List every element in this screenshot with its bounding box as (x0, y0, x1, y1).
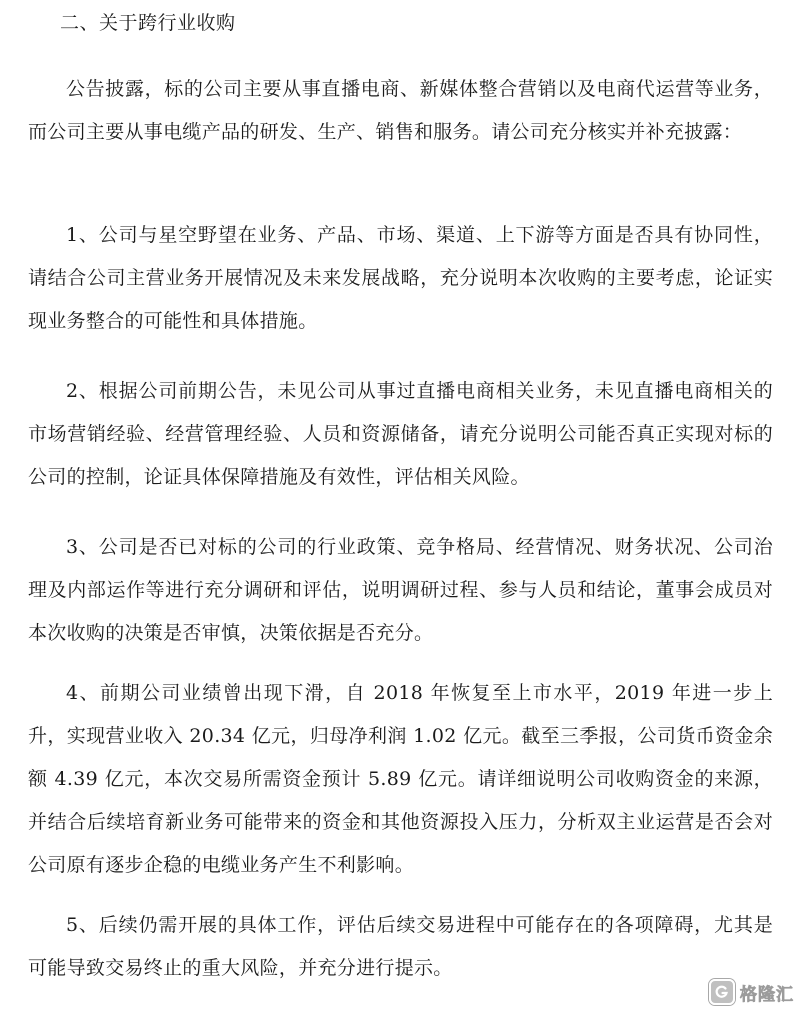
watermark (709, 979, 794, 1005)
item-2-paragraph: 2、根据公司前期公告，未见公司从事过直播电商相关业务，未见直播电商相关的市场营销经验、经营管理经验、人员和资源储备，请充分说明公司能否真正实现对标的公司的控制，论证具体保障措施及有效性，评估相关风险。 (28, 380, 773, 488)
section-heading: 二、关于跨行业收购 (60, 12, 236, 34)
logo-glyph (714, 984, 730, 1000)
gelonghui-logo-icon (709, 979, 735, 1005)
intro-paragraph: 公告披露，标的公司主要从事直播电商、新媒体整合营销以及电商代运营等业务，而公司主要从事电缆产品的研发、生产、销售和服务。请公司充分核实并补充披露： (28, 78, 773, 143)
item-1-paragraph: 1、公司与星空野望在业务、产品、市场、渠道、上下游等方面是否具有协同性，请结合公司主营业务开展情况及未来发展战略，充分说明本次收购的主要考虑，论证实现业务整合的可能性和具体措施。 (28, 224, 773, 332)
item-5-paragraph: 5、后续仍需开展的具体工作，评估后续交易进程中可能存在的各项障碍，尤其是可能导致交易终止的重大风险，并充分进行提示。 (28, 914, 773, 979)
watermark-text: 格隆汇 (740, 984, 794, 1005)
item-3-paragraph: 3、公司是否已对标的公司的行业政策、竞争格局、经营情况、财务状况、公司治理及内部运作等进行充分调研和评估，说明调研过程、参与人员和结论，董事会成员对本次收购的决策是否审慎，决策依据是否充分。 (28, 536, 773, 644)
item-4-paragraph: 4、前期公司业绩曾出现下滑，自 2018 年恢复至上市水平，2019 年进一步上升，实现营业收入 20.34 亿元，归母净利润 1.02 亿元。截至三季报，公司货币资金余额 4.39 亿元，本次交易所需资金预计 5.89 亿元。请详细说明公司收购资金的来源，并结合后续培育新业务可能带来的资金和其他资源投入压力，分析双主业运营是否会对公司原有逐步企稳的电缆业务产生不利影响。 (28, 682, 773, 876)
